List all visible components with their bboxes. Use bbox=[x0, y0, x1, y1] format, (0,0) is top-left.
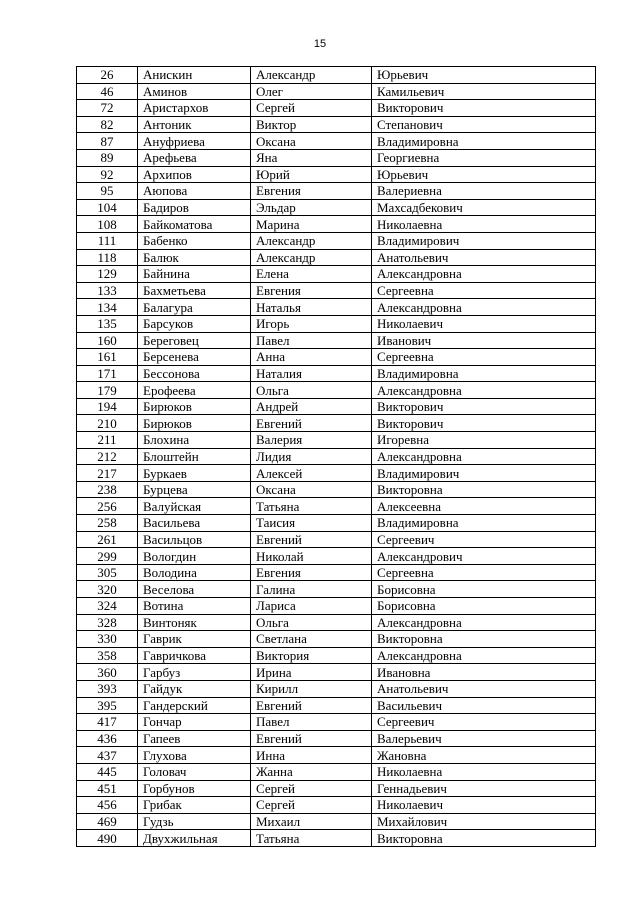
first-name-cell: Ольга bbox=[251, 614, 372, 631]
surname-cell: Гавричкова bbox=[138, 647, 251, 664]
patronymic-cell: Георгиевна bbox=[372, 149, 596, 166]
surname-cell: Гайдук bbox=[138, 680, 251, 697]
first-name-cell: Николай bbox=[251, 548, 372, 565]
patronymic-cell: Викторович bbox=[372, 415, 596, 432]
first-name-cell: Александр bbox=[251, 67, 372, 84]
table-row bbox=[77, 315, 596, 332]
first-name-cell: Виктория bbox=[251, 647, 372, 664]
patronymic-cell: Камильевич bbox=[372, 83, 596, 100]
table-row bbox=[77, 432, 596, 449]
row-number: 92 bbox=[77, 166, 138, 183]
first-name-cell: Кирилл bbox=[251, 680, 372, 697]
table-row bbox=[77, 797, 596, 814]
patronymic-cell: Николаевна bbox=[372, 216, 596, 233]
surname-cell: Блохина bbox=[138, 432, 251, 449]
table-row bbox=[77, 564, 596, 581]
row-number: 211 bbox=[77, 432, 138, 449]
row-number: 238 bbox=[77, 481, 138, 498]
table-row bbox=[77, 813, 596, 830]
surname-cell: Гапеев bbox=[138, 730, 251, 747]
surname-cell: Вологдин bbox=[138, 548, 251, 565]
surname-cell: Гандерский bbox=[138, 697, 251, 714]
patronymic-cell: Михайлович bbox=[372, 813, 596, 830]
first-name-cell: Лариса bbox=[251, 598, 372, 615]
surname-cell: Ерофеева bbox=[138, 382, 251, 399]
table-row bbox=[77, 183, 596, 200]
row-number: 469 bbox=[77, 813, 138, 830]
table-row bbox=[77, 730, 596, 747]
table-row bbox=[77, 282, 596, 299]
surname-cell: Аминов bbox=[138, 83, 251, 100]
patronymic-cell: Викторович bbox=[372, 398, 596, 415]
first-name-cell: Сергей bbox=[251, 797, 372, 814]
surname-cell: Грибак bbox=[138, 797, 251, 814]
surname-cell: Головач bbox=[138, 763, 251, 780]
row-number: 179 bbox=[77, 382, 138, 399]
first-name-cell: Наталья bbox=[251, 299, 372, 316]
surname-cell: Бирюков bbox=[138, 398, 251, 415]
patronymic-cell: Иванович bbox=[372, 332, 596, 349]
patronymic-cell: Александровна bbox=[372, 299, 596, 316]
row-number: 217 bbox=[77, 465, 138, 482]
first-name-cell: Михаил bbox=[251, 813, 372, 830]
patronymic-cell: Николаевна bbox=[372, 763, 596, 780]
first-name-cell: Инна bbox=[251, 747, 372, 764]
patronymic-cell: Викторовна bbox=[372, 830, 596, 847]
row-number: 46 bbox=[77, 83, 138, 100]
patronymic-cell: Александровна bbox=[372, 448, 596, 465]
first-name-cell: Оксана bbox=[251, 481, 372, 498]
table-row bbox=[77, 83, 596, 100]
surname-cell: Вотина bbox=[138, 598, 251, 615]
surname-cell: Балюк bbox=[138, 249, 251, 266]
row-number: 445 bbox=[77, 763, 138, 780]
table-row bbox=[77, 149, 596, 166]
first-name-cell: Галина bbox=[251, 581, 372, 598]
table-row bbox=[77, 349, 596, 366]
patronymic-cell: Юрьевич bbox=[372, 67, 596, 84]
patronymic-cell: Владимировна bbox=[372, 365, 596, 382]
first-name-cell: Таисия bbox=[251, 515, 372, 532]
row-number: 451 bbox=[77, 780, 138, 797]
surname-cell: Васильцов bbox=[138, 531, 251, 548]
first-name-cell: Яна bbox=[251, 149, 372, 166]
table-row bbox=[77, 498, 596, 515]
row-number: 212 bbox=[77, 448, 138, 465]
table-row bbox=[77, 100, 596, 117]
row-number: 299 bbox=[77, 548, 138, 565]
row-number: 328 bbox=[77, 614, 138, 631]
patronymic-cell: Алексеевна bbox=[372, 498, 596, 515]
patronymic-cell: Жановна bbox=[372, 747, 596, 764]
surname-cell: Бахметьева bbox=[138, 282, 251, 299]
row-number: 104 bbox=[77, 199, 138, 216]
table-row bbox=[77, 631, 596, 648]
first-name-cell: Ирина bbox=[251, 664, 372, 681]
table-row bbox=[77, 548, 596, 565]
patronymic-cell: Сергеевич bbox=[372, 531, 596, 548]
first-name-cell: Евгений bbox=[251, 415, 372, 432]
first-name-cell: Светлана bbox=[251, 631, 372, 648]
patronymic-cell: Владимировна bbox=[372, 515, 596, 532]
surname-cell: Володина bbox=[138, 564, 251, 581]
patronymic-cell: Владимирович bbox=[372, 232, 596, 249]
table-row bbox=[77, 581, 596, 598]
surname-cell: Веселова bbox=[138, 581, 251, 598]
page-number: 15 bbox=[313, 38, 327, 50]
patronymic-cell: Сергеевна bbox=[372, 564, 596, 581]
patronymic-cell: Валериевна bbox=[372, 183, 596, 200]
first-name-cell: Эльдар bbox=[251, 199, 372, 216]
first-name-cell: Татьяна bbox=[251, 498, 372, 515]
patronymic-cell: Владимирович bbox=[372, 465, 596, 482]
patronymic-cell: Геннадьевич bbox=[372, 780, 596, 797]
row-number: 135 bbox=[77, 315, 138, 332]
table-row bbox=[77, 332, 596, 349]
patronymic-cell: Сергеевич bbox=[372, 714, 596, 731]
row-number: 436 bbox=[77, 730, 138, 747]
table-row bbox=[77, 216, 596, 233]
row-number: 161 bbox=[77, 349, 138, 366]
surname-cell: Барсуков bbox=[138, 315, 251, 332]
surname-cell: Берсенева bbox=[138, 349, 251, 366]
first-name-cell: Павел bbox=[251, 332, 372, 349]
row-number: 456 bbox=[77, 797, 138, 814]
table-row bbox=[77, 830, 596, 847]
table-row bbox=[77, 515, 596, 532]
first-name-cell: Юрий bbox=[251, 166, 372, 183]
row-number: 256 bbox=[77, 498, 138, 515]
table-row bbox=[77, 232, 596, 249]
patronymic-cell: Анатольевич bbox=[372, 680, 596, 697]
patronymic-cell: Степанович bbox=[372, 116, 596, 133]
row-number: 194 bbox=[77, 398, 138, 415]
patronymic-cell: Владимировна bbox=[372, 133, 596, 150]
table-row bbox=[77, 299, 596, 316]
row-number: 417 bbox=[77, 714, 138, 731]
first-name-cell: Ольга bbox=[251, 382, 372, 399]
row-number: 133 bbox=[77, 282, 138, 299]
surname-cell: Блоштейн bbox=[138, 448, 251, 465]
table-body bbox=[77, 67, 596, 847]
surname-cell: Ануфриева bbox=[138, 133, 251, 150]
first-name-cell: Олег bbox=[251, 83, 372, 100]
first-name-cell: Марина bbox=[251, 216, 372, 233]
first-name-cell: Павел bbox=[251, 714, 372, 731]
first-name-cell: Александр bbox=[251, 232, 372, 249]
surname-cell: Бабенко bbox=[138, 232, 251, 249]
row-number: 160 bbox=[77, 332, 138, 349]
patronymic-cell: Юрьевич bbox=[372, 166, 596, 183]
surname-cell: Антоник bbox=[138, 116, 251, 133]
surname-cell: Гаврик bbox=[138, 631, 251, 648]
table-row bbox=[77, 133, 596, 150]
patronymic-cell: Васильевич bbox=[372, 697, 596, 714]
patronymic-cell: Александровна bbox=[372, 266, 596, 283]
first-name-cell: Лидия bbox=[251, 448, 372, 465]
row-number: 210 bbox=[77, 415, 138, 432]
patronymic-cell: Борисовна bbox=[372, 598, 596, 615]
first-name-cell: Сергей bbox=[251, 100, 372, 117]
row-number: 330 bbox=[77, 631, 138, 648]
patronymic-cell: Викторович bbox=[372, 100, 596, 117]
patronymic-cell: Сергеевна bbox=[372, 282, 596, 299]
patronymic-cell: Александровна bbox=[372, 647, 596, 664]
surname-cell: Балагура bbox=[138, 299, 251, 316]
first-name-cell: Евгений bbox=[251, 697, 372, 714]
surname-cell: Буркаев bbox=[138, 465, 251, 482]
first-name-cell: Жанна bbox=[251, 763, 372, 780]
patronymic-cell: Игоревна bbox=[372, 432, 596, 449]
patronymic-cell: Николаевич bbox=[372, 797, 596, 814]
patronymic-cell: Викторовна bbox=[372, 631, 596, 648]
row-number: 26 bbox=[77, 67, 138, 84]
patronymic-cell: Александрович bbox=[372, 548, 596, 565]
surname-cell: Береговец bbox=[138, 332, 251, 349]
surname-cell: Гончар bbox=[138, 714, 251, 731]
row-number: 395 bbox=[77, 697, 138, 714]
first-name-cell: Елена bbox=[251, 266, 372, 283]
table-row bbox=[77, 598, 596, 615]
first-name-cell: Игорь bbox=[251, 315, 372, 332]
row-number: 134 bbox=[77, 299, 138, 316]
surname-cell: Бадиров bbox=[138, 199, 251, 216]
patronymic-cell: Николаевич bbox=[372, 315, 596, 332]
row-number: 261 bbox=[77, 531, 138, 548]
first-name-cell: Виктор bbox=[251, 116, 372, 133]
table-row bbox=[77, 398, 596, 415]
surname-cell: Бирюков bbox=[138, 415, 251, 432]
table-row bbox=[77, 680, 596, 697]
row-number: 82 bbox=[77, 116, 138, 133]
surname-cell: Горбунов bbox=[138, 780, 251, 797]
table-row bbox=[77, 199, 596, 216]
first-name-cell: Татьяна bbox=[251, 830, 372, 847]
table-row bbox=[77, 448, 596, 465]
patronymic-cell: Сергеевна bbox=[372, 349, 596, 366]
table-row bbox=[77, 382, 596, 399]
surname-cell: Байкоматова bbox=[138, 216, 251, 233]
row-number: 87 bbox=[77, 133, 138, 150]
row-number: 324 bbox=[77, 598, 138, 615]
table-row bbox=[77, 614, 596, 631]
patronymic-cell: Махсадбекович bbox=[372, 199, 596, 216]
first-name-cell: Сергей bbox=[251, 780, 372, 797]
table-row bbox=[77, 714, 596, 731]
surname-cell: Анискин bbox=[138, 67, 251, 84]
row-number: 437 bbox=[77, 747, 138, 764]
row-number: 358 bbox=[77, 647, 138, 664]
table-row bbox=[77, 664, 596, 681]
names-table bbox=[76, 66, 596, 847]
table-row bbox=[77, 365, 596, 382]
surname-cell: Винтоняк bbox=[138, 614, 251, 631]
surname-cell: Архипов bbox=[138, 166, 251, 183]
surname-cell: Арефьева bbox=[138, 149, 251, 166]
surname-cell: Бессонова bbox=[138, 365, 251, 382]
row-number: 108 bbox=[77, 216, 138, 233]
surname-cell: Аристархов bbox=[138, 100, 251, 117]
first-name-cell: Евгения bbox=[251, 183, 372, 200]
row-number: 393 bbox=[77, 680, 138, 697]
table-row bbox=[77, 116, 596, 133]
table-row bbox=[77, 465, 596, 482]
row-number: 72 bbox=[77, 100, 138, 117]
surname-cell: Двухжильная bbox=[138, 830, 251, 847]
row-number: 118 bbox=[77, 249, 138, 266]
row-number: 320 bbox=[77, 581, 138, 598]
first-name-cell: Валерия bbox=[251, 432, 372, 449]
table-row bbox=[77, 266, 596, 283]
table-row bbox=[77, 531, 596, 548]
first-name-cell: Анна bbox=[251, 349, 372, 366]
surname-cell: Гудзь bbox=[138, 813, 251, 830]
patronymic-cell: Анатольевич bbox=[372, 249, 596, 266]
first-name-cell: Евгений bbox=[251, 730, 372, 747]
table-row bbox=[77, 647, 596, 664]
surname-cell: Гарбуз bbox=[138, 664, 251, 681]
surname-cell: Глухова bbox=[138, 747, 251, 764]
surname-cell: Бурцева bbox=[138, 481, 251, 498]
patronymic-cell: Александровна bbox=[372, 614, 596, 631]
row-number: 258 bbox=[77, 515, 138, 532]
row-number: 89 bbox=[77, 149, 138, 166]
table-row bbox=[77, 780, 596, 797]
first-name-cell: Евгения bbox=[251, 282, 372, 299]
row-number: 95 bbox=[77, 183, 138, 200]
row-number: 360 bbox=[77, 664, 138, 681]
first-name-cell: Евгения bbox=[251, 564, 372, 581]
patronymic-cell: Борисовна bbox=[372, 581, 596, 598]
row-number: 490 bbox=[77, 830, 138, 847]
table-row bbox=[77, 481, 596, 498]
first-name-cell: Алексей bbox=[251, 465, 372, 482]
first-name-cell: Наталия bbox=[251, 365, 372, 382]
table-row bbox=[77, 249, 596, 266]
first-name-cell: Александр bbox=[251, 249, 372, 266]
row-number: 111 bbox=[77, 232, 138, 249]
table-row bbox=[77, 763, 596, 780]
patronymic-cell: Ивановна bbox=[372, 664, 596, 681]
surname-cell: Байнина bbox=[138, 266, 251, 283]
table-row bbox=[77, 415, 596, 432]
first-name-cell: Оксана bbox=[251, 133, 372, 150]
surname-cell: Васильева bbox=[138, 515, 251, 532]
table-row bbox=[77, 697, 596, 714]
row-number: 305 bbox=[77, 564, 138, 581]
surname-cell: Валуйская bbox=[138, 498, 251, 515]
table-row bbox=[77, 747, 596, 764]
table-row bbox=[77, 67, 596, 84]
surname-cell: Аюпова bbox=[138, 183, 251, 200]
patronymic-cell: Валерьевич bbox=[372, 730, 596, 747]
patronymic-cell: Александровна bbox=[372, 382, 596, 399]
first-name-cell: Евгений bbox=[251, 531, 372, 548]
patronymic-cell: Викторовна bbox=[372, 481, 596, 498]
first-name-cell: Андрей bbox=[251, 398, 372, 415]
row-number: 171 bbox=[77, 365, 138, 382]
row-number: 129 bbox=[77, 266, 138, 283]
table-row bbox=[77, 166, 596, 183]
